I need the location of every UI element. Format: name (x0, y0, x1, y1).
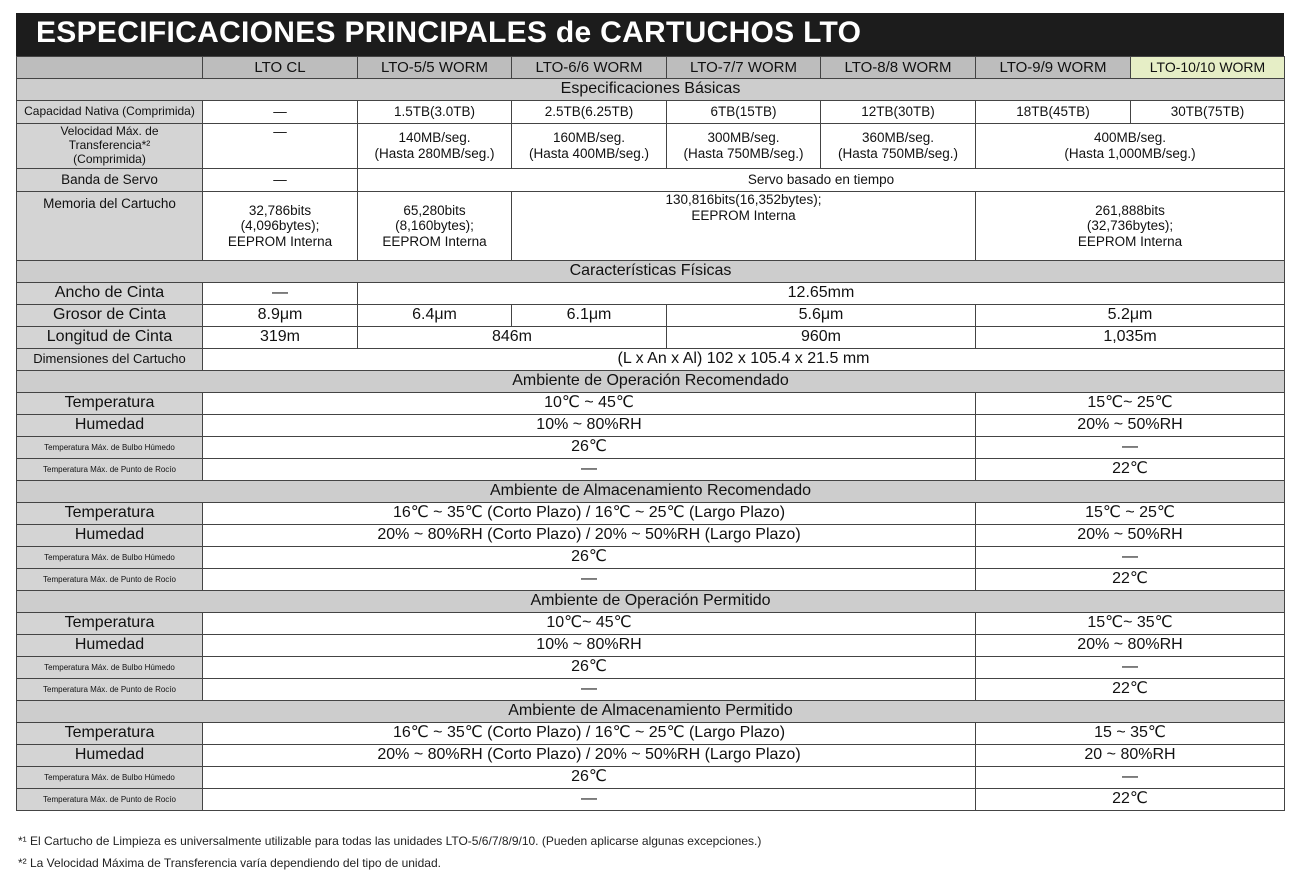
section-header (17, 371, 1285, 393)
title-bar (16, 13, 1284, 56)
cell-value: 26℃ (203, 437, 976, 459)
cell-value: — (976, 547, 1285, 569)
row-temperature (17, 723, 1285, 745)
cell-value (203, 192, 358, 261)
header-corner (17, 57, 203, 79)
cell-line: (4,096bytes); (240, 218, 320, 234)
cell-value: 5.2μm (976, 305, 1285, 327)
row-memory (17, 192, 1285, 261)
row-label-line: Velocidad Máx. de Transferencia*² (60, 124, 159, 153)
cell-value: 26℃ (203, 767, 976, 789)
cell-line: 261,888bits (1095, 202, 1165, 218)
row-label: Temperatura (17, 393, 203, 415)
row-label-line: (Comprimida) (73, 151, 146, 166)
section-header (17, 701, 1285, 723)
row-label: Dimensiones del Cartucho (17, 349, 203, 371)
cell-value (976, 124, 1285, 169)
cell-line: EEPROM Interna (1077, 233, 1183, 249)
cell-value: 15 ~ 35℃ (976, 723, 1285, 745)
cell-line: (Hasta 750MB/seg.) (837, 146, 959, 161)
cell-value (512, 124, 667, 169)
cell-value: — (203, 789, 976, 811)
section-title-physical: Características Físicas (17, 261, 1285, 283)
cell-line: 130,816bits(16,352bytes); (665, 192, 822, 207)
section-title-environment: Ambiente de Almacenamiento Recomendado (17, 481, 1285, 503)
row-label: Temperatura (17, 723, 203, 745)
cell-value: 20% ~ 50%RH (976, 525, 1285, 547)
row-label: Temperatura Máx. de Bulbo Húmedo (17, 767, 203, 789)
cell-value: 12TB(30TB) (821, 101, 976, 124)
footnotes (18, 830, 761, 874)
row-label: Temperatura Máx. de Punto de Rocío (17, 679, 203, 701)
cell-value: 20 ~ 80%RH (976, 745, 1285, 767)
section-header (17, 79, 1285, 101)
cell-value: — (203, 459, 976, 481)
footnote-1: *¹ El Cartucho de Limpieza es universalmente utilizable para todas las unidades LTO-5/6/7/8/9/10. (Pueden aplicarse algunas excepciones.) (18, 834, 762, 848)
cell-line: 400MB/seg. (1093, 130, 1167, 146)
cell-value: 30TB(75TB) (1131, 101, 1285, 124)
cell-value: 15℃~ 25℃ (976, 393, 1285, 415)
cell-value: 10℃~ 45℃ (203, 613, 976, 635)
cell-value: 26℃ (203, 657, 976, 679)
cell-value: 1,035m (976, 327, 1285, 349)
cell-value: 8.9μm (203, 305, 358, 327)
cell-value: — (203, 283, 358, 305)
section-header (17, 261, 1285, 283)
cell-value: — (203, 679, 976, 701)
cell-value: 6TB(15TB) (667, 101, 821, 124)
cell-line: (Hasta 400MB/seg.) (528, 146, 650, 161)
cell-value: 10% ~ 80%RH (203, 415, 976, 437)
page-title: ESPECIFICACIONES PRINCIPALES de CARTUCHOS LTO (36, 16, 862, 49)
cell-value: Servo basado en tiempo (358, 169, 1285, 192)
row-temperature (17, 613, 1285, 635)
row-servo (17, 169, 1285, 192)
cell-value: 319m (203, 327, 358, 349)
spec-table (16, 56, 1285, 811)
cell-value (821, 124, 976, 169)
row-label: Ancho de Cinta (17, 283, 203, 305)
row-label: Temperatura Máx. de Punto de Rocío (17, 459, 203, 481)
cell-value: 846m (358, 327, 667, 349)
section-title-environment: Ambiente de Operación Recomendado (17, 371, 1285, 393)
cell-line: (32,736bytes); (1086, 218, 1174, 234)
section-title-environment: Ambiente de Operación Permitido (17, 591, 1285, 613)
cell-value: — (203, 569, 976, 591)
col-header-lto-cl: LTO CL (203, 57, 358, 79)
cell-value: 10℃ ~ 45℃ (203, 393, 976, 415)
cell-line: (8,160bytes); (395, 218, 474, 234)
row-humidity (17, 415, 1285, 437)
row-wet-bulb (17, 657, 1285, 679)
cell-value (976, 192, 1285, 261)
row-humidity (17, 525, 1285, 547)
row-wet-bulb (17, 547, 1285, 569)
cell-value: — (203, 101, 358, 124)
cell-line: EEPROM Interna (227, 233, 333, 249)
col-header-lto-6: LTO-6/6 WORM (512, 57, 667, 79)
cell-value: 960m (667, 327, 976, 349)
row-humidity (17, 745, 1285, 767)
cell-value: 20% ~ 80%RH (976, 635, 1285, 657)
row-label: Temperatura Máx. de Bulbo Húmedo (17, 657, 203, 679)
row-dew-point (17, 679, 1285, 701)
section-title-basic: Especificaciones Básicas (17, 79, 1285, 101)
cell-line: (Hasta 280MB/seg.) (374, 146, 495, 161)
row-label: Memoria del Cartucho (17, 192, 203, 261)
col-header-lto-7: LTO-7/7 WORM (667, 57, 821, 79)
row-tape-width (17, 283, 1285, 305)
col-header-lto-8: LTO-8/8 WORM (821, 57, 976, 79)
row-capacity (17, 101, 1285, 124)
cell-value (512, 192, 976, 261)
cell-value: 15℃~ 35℃ (976, 613, 1285, 635)
cell-value: 15℃ ~ 25℃ (976, 503, 1285, 525)
cell-value: 26℃ (203, 547, 976, 569)
cell-value: 20% ~ 50%RH (976, 415, 1285, 437)
row-label: Temperatura Máx. de Punto de Rocío (17, 569, 203, 591)
cell-value: 22℃ (976, 679, 1285, 701)
section-title-environment: Ambiente de Almacenamiento Permitido (17, 701, 1285, 723)
cell-value: 18TB(45TB) (976, 101, 1131, 124)
row-label: Longitud de Cinta (17, 327, 203, 349)
section-header (17, 591, 1285, 613)
cell-value (358, 192, 512, 261)
row-temperature (17, 503, 1285, 525)
cell-value: — (976, 437, 1285, 459)
row-label: Temperatura (17, 613, 203, 635)
cell-value: 10% ~ 80%RH (203, 635, 976, 657)
cell-line: 300MB/seg. (707, 130, 780, 146)
row-wet-bulb (17, 437, 1285, 459)
cell-line: (Hasta 750MB/seg.) (683, 146, 804, 161)
row-label: Temperatura Máx. de Punto de Rocío (17, 789, 203, 811)
row-label: Grosor de Cinta (17, 305, 203, 327)
cell-value (358, 124, 512, 169)
cell-value: — (203, 124, 358, 169)
row-humidity (17, 635, 1285, 657)
row-speed (17, 124, 1285, 169)
row-label: Humedad (17, 415, 203, 437)
cell-line: 32,786bits (248, 202, 312, 218)
row-label: Temperatura Máx. de Bulbo Húmedo (17, 547, 203, 569)
row-label: Capacidad Nativa (Comprimida) (17, 101, 203, 124)
cell-value: — (976, 767, 1285, 789)
row-tape-length (17, 327, 1285, 349)
cell-value: 20% ~ 80%RH (Corto Plazo) / 20% ~ 50%RH (Largo Plazo) (203, 745, 976, 767)
column-header-row (17, 57, 1285, 79)
col-header-lto-9: LTO-9/9 WORM (976, 57, 1131, 79)
row-dimensions (17, 349, 1285, 371)
cell-line: EEPROM Interna (691, 207, 796, 223)
cell-line: EEPROM Interna (382, 233, 487, 249)
row-wet-bulb (17, 767, 1285, 789)
cell-value: 22℃ (976, 459, 1285, 481)
cell-value: 22℃ (976, 569, 1285, 591)
footnote-2: *² La Velocidad Máxima de Transferencia varía dependiendo del tipo de unidad. (18, 856, 441, 870)
row-label: Humedad (17, 525, 203, 547)
cell-line: 65,280bits (403, 202, 466, 218)
section-header (17, 481, 1285, 503)
cell-value: 22℃ (976, 789, 1285, 811)
cell-value: 5.6μm (667, 305, 976, 327)
cell-value: — (203, 169, 358, 192)
cell-line: (Hasta 1,000MB/seg.) (1064, 146, 1196, 161)
cell-value: 16℃ ~ 35℃ (Corto Plazo) / 16℃ ~ 25℃ (Largo Plazo) (203, 723, 976, 745)
col-header-lto-5: LTO-5/5 WORM (358, 57, 512, 79)
cell-value: (L x An x Al) 102 x 105.4 x 21.5 mm (203, 349, 1285, 371)
row-label: Humedad (17, 745, 203, 767)
row-label: Temperatura Máx. de Bulbo Húmedo (17, 437, 203, 459)
cell-value: — (976, 657, 1285, 679)
cell-value: 12.65mm (358, 283, 1285, 305)
cell-line: 360MB/seg. (861, 130, 935, 146)
cell-value (667, 124, 821, 169)
col-header-lto-10: LTO-10/10 WORM (1131, 57, 1285, 79)
cell-value: 20% ~ 80%RH (Corto Plazo) / 20% ~ 50%RH (Largo Plazo) (203, 525, 976, 547)
row-label (17, 124, 203, 169)
row-tape-thickness (17, 305, 1285, 327)
cell-value: 6.4μm (358, 305, 512, 327)
cell-value: 1.5TB(3.0TB) (358, 101, 512, 124)
row-label: Banda de Servo (17, 169, 203, 192)
cell-value: 16℃ ~ 35℃ (Corto Plazo) / 16℃ ~ 25℃ (Largo Plazo) (203, 503, 976, 525)
row-label: Humedad (17, 635, 203, 657)
row-dew-point (17, 459, 1285, 481)
cell-line: 140MB/seg. (398, 130, 471, 146)
row-dew-point (17, 569, 1285, 591)
row-label: Temperatura (17, 503, 203, 525)
row-dew-point (17, 789, 1285, 811)
row-temperature (17, 393, 1285, 415)
cell-line: 160MB/seg. (552, 130, 626, 146)
cell-value: 6.1μm (512, 305, 667, 327)
cell-value: 2.5TB(6.25TB) (512, 101, 667, 124)
